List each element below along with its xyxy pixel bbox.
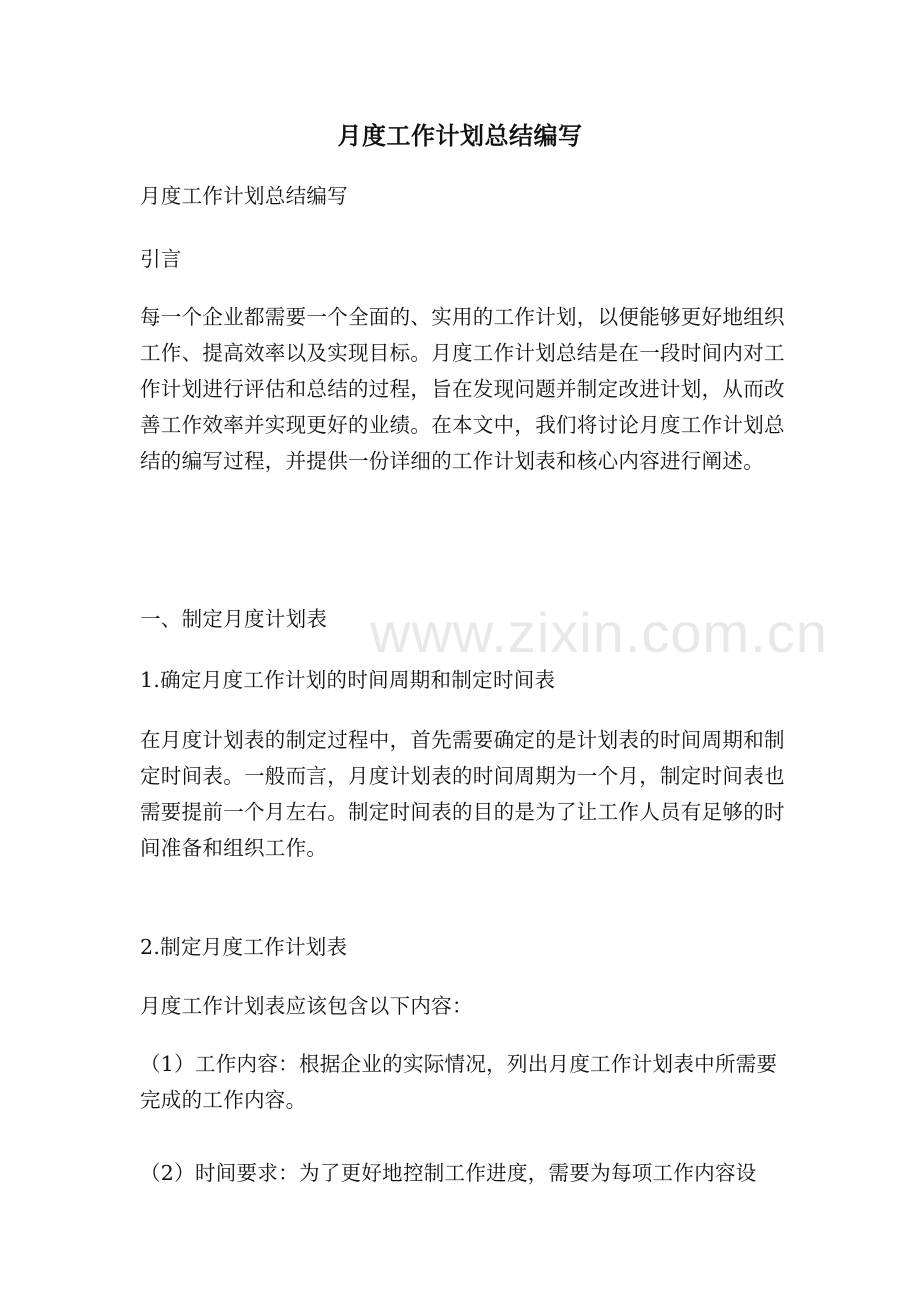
schedule-paragraph: 在月度计划表的制定过程中，首先需要确定的是计划表的时间周期和制定时间表。一般而言，月度计划表的时间周期为一个月，制定时间表也需要提前一个月左右。制定时间表的目的是为了让工作人员有足够的时间准备和组织工作。 (140, 728, 785, 860)
list-item-work-content: （1）工作内容：根据企业的实际情况，列出月度工作计划表中所需要完成的工作内容。 (140, 1052, 778, 1112)
section-heading-1: 一、制定月度计划表 (140, 607, 328, 631)
subsection-heading-1-1: 1.确定月度工作计划的时间周期和制定时间表 (140, 668, 556, 692)
subtitle-paragraph: 月度工作计划总结编写 (140, 184, 348, 208)
intro-paragraph: 每一个企业都需要一个全面的、实用的工作计划，以便能够更好地组织工作、提高效率以及实现目标。月度工作计划总结是在一段时间内对工作计划进行评估和总结的过程，旨在发现问题并制定改进计划，从而改善工作效率并实现更好的业绩。在本文中，我们将讨论月度工作计划总结的编写过程，并提供一份详细的工作计划表和核心内容进行阐述。 (140, 305, 785, 473)
document-title: 月度工作计划总结编写 (337, 121, 583, 150)
intro-heading: 引言 (140, 247, 182, 271)
plan-contents-intro: 月度工作计划表应该包含以下内容： (140, 994, 473, 1018)
list-item-time-requirement: （2）时间要求：为了更好地控制工作进度，需要为每项工作内容设 (140, 1161, 757, 1185)
subsection-heading-1-2: 2.制定月度工作计划表 (140, 935, 348, 959)
watermark-text: www.zixin.com.cn (370, 601, 828, 664)
